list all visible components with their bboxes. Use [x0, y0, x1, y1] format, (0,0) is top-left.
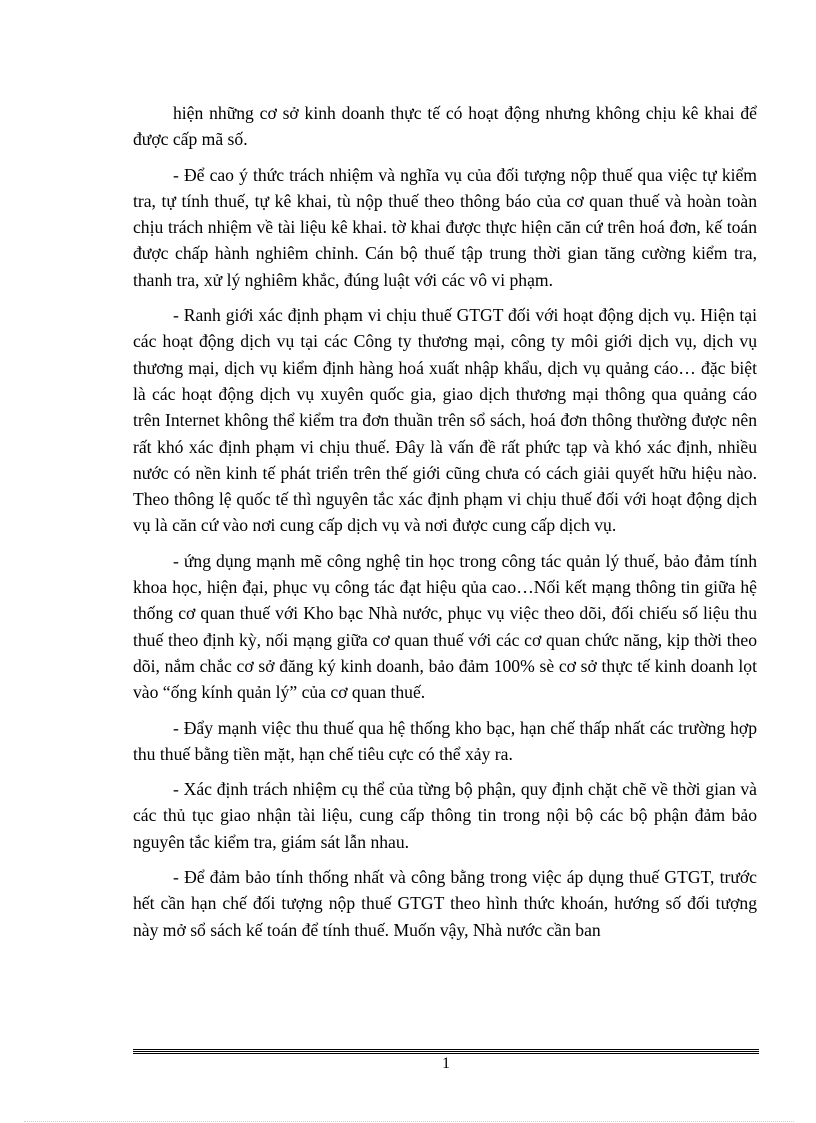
paragraph-5: - Đẩy mạnh việc thu thuế qua hệ thống kho bạc, hạn chế thấp nhất các trường hợp thu thuế bằng tiền mặt, hạn chế tiêu cực có thể xảy ra.: [133, 717, 757, 764]
page-edge-divider: [24, 1121, 794, 1122]
paragraph-2: - Để cao ý thức trách nhiệm và nghĩa vụ của đối tượng nộp thuế qua việc tự kiểm tra, tự tính thuế, tự kê khai, tù nộp thuế theo thông báo của cơ quan thuế và hoàn toàn chịu trách nhiệm về tài liệu kê khai. tờ khai được thực hiện căn cứ trên hoá đơn, kế toán được chấp hành nghiêm chỉnh. Cán bộ thuế tập trung thời gian tăng cường kiểm tra, thanh tra, xử lý nghiêm khắc, đúng luật với các vô vi phạm.: [133, 164, 757, 290]
footer-rule-top: [133, 1049, 759, 1050]
page-number: 1: [442, 1055, 450, 1072]
footer-rule-middle: [133, 1051, 759, 1052]
paragraph-3: - Ranh giới xác định phạm vi chịu thuế GTGT đối với hoạt động dịch vụ. Hiện tại các hoạt động dịch vụ tại các Công ty thương mại, công ty môi giới dịch vụ, dịch vụ thương mại, dịch vụ kiểm định hàng hoá xuất nhập khẩu, dịch vụ quảng cáo… đặc biệt là các hoạt động dịch vụ xuyên quốc gia, giao dịch thương mại thông qua quảng cáo trên Internet không thể kiểm tra đơn thuần trên sổ sách, hoá đơn thông thường được nên rất khó xác định phạm vi chịu thuế. Đây là vấn đề rất phức tạp và khó xác định, nhiều nước có nền kinh tế phát triển trên thế giới cũng chưa có cách giải quyết hữu hiệu nào. Theo thông lệ quốc tế thì nguyên tắc xác định phạm vi chịu thuế đối với hoạt động dịch vụ là căn cứ vào nơi cung cấp dịch vụ và nơi được cung cấp dịch vụ.: [133, 305, 757, 536]
body-text: [133, 100, 757, 952]
paragraph-7: - Để đảm bảo tính thống nhất và công bằng trong việc áp dụng thuế GTGT, trước hết cần hạn chế đối tượng nộp thuế GTGT theo hình thức khoán, hướng số đối tượng này mở sổ sách kế toán để tính thuế. Muốn vậy, Nhà nước cần ban: [133, 867, 757, 940]
paragraph-1: hiện những cơ sở kinh doanh thực tế có hoạt động nhưng không chịu kê khai để được cấp mã số.: [133, 103, 757, 150]
paragraph-4: - ứng dụng mạnh mẽ công nghệ tin học trong công tác quản lý thuế, bảo đảm tính khoa học, hiện đại, phục vụ công tác đạt hiệu qủa cao…Nối kết mạng thông tin giữa hệ thống cơ quan thuế với Kho bạc Nhà nước, phục vụ việc theo dõi, đối chiếu số liệu thu thuế theo định kỳ, nối mạng giữa cơ quan thuế với các cơ quan chức năng, kịp thời theo dõi, nắm chắc cơ sở đăng ký kinh doanh, bảo đảm 100% sè cơ sở thực tế kinh doanh lọt vào “ống kính quản lý” của cơ quan thuế.: [133, 550, 757, 703]
paragraph-6: - Xác định trách nhiệm cụ thể của từng bộ phận, quy định chặt chẽ về thời gian và các thủ tục giao nhận tài liệu, cung cấp thông tin trong nội bộ các bộ phận đảm bảo nguyên tắc kiểm tra, giám sát lẫn nhau.: [133, 779, 757, 852]
footer-rule-bottom: [133, 1053, 759, 1054]
